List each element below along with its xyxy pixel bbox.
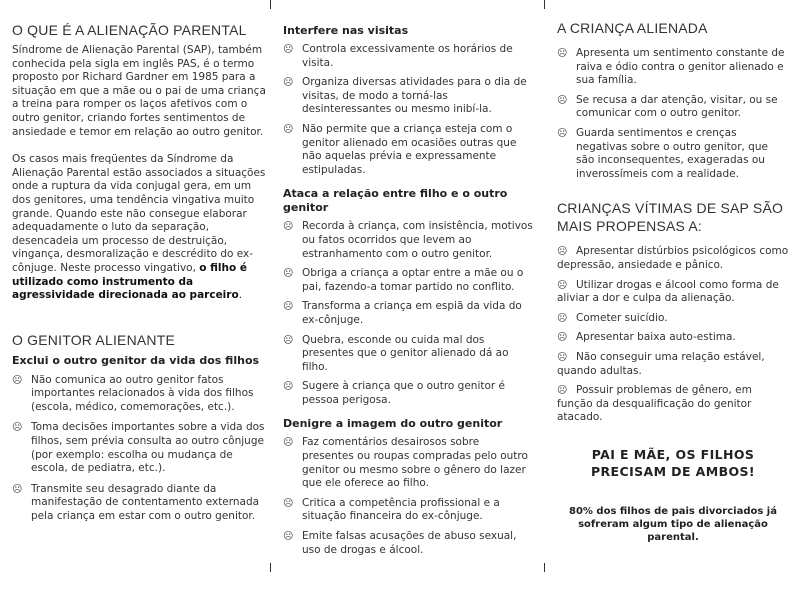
frown-face-icon: ☹	[557, 127, 568, 139]
intro-paragraph: Síndrome de Alienação Parental (SAP), também conhecida pela sigla em inglês PAS, é o termo proposto por Richard Gardner em 1985 para a situação em que a mãe ou o pai de uma criança a treina para romper os laços afetivos com o outro genitor, criando fortes sentimentos de ansiedade e temor em relação ao outro genitor.	[12, 44, 266, 138]
list-item: ☹ Possuir problemas de gênero, em função da desqualificação do genitor atacado.	[557, 384, 752, 424]
list-item: ☹ Transmite seu desagrado diante da manifestação de contentamento externada pela criança em estar com o outro genitor.	[12, 482, 260, 523]
list-item: ☹ Apresenta um sentimento constante de raiva e ódio contra o genitor alienado e sua família.	[557, 47, 785, 87]
frown-face-icon: ☹	[557, 48, 568, 59]
list-item: ☹ Emite falsas acusações de abuso sexual, uso de drogas e álcool.	[283, 530, 517, 556]
list-item: ☹ Obriga a criança a optar entre a mãe ou o pai, fazendo-a tomar partido no conflito.	[283, 267, 524, 293]
list-item: ☹ Não permite que a criança esteja com o genitor alienado em ocasiões outras que não aquelas prévia e expressamente estipuladas.	[283, 122, 517, 176]
subheading-denigrates-image: Denigre a imagem do outro genitor	[283, 417, 503, 431]
column-middle	[283, 0, 533, 601]
frown-face-icon: ☹	[283, 123, 294, 135]
frown-face-icon: ☹	[557, 94, 568, 106]
list-item: ☹ Organiza diversas atividades para o dia de visitas, de modo a torná-las desinteressantes ou mesmo inibí-la.	[283, 76, 527, 116]
frown-face-icon: ☹	[557, 332, 568, 344]
slogan: PAI E MÃE, OS FILHOS PRECISAM DE AMBOS!	[590, 446, 756, 479]
heading-alienated-child: A CRIANÇA ALIENADA	[557, 20, 708, 36]
frown-face-icon: ☹	[557, 246, 568, 258]
frown-face-icon: ☹	[283, 437, 294, 449]
list-item: ☹ Transforma a criança em espiã da vida do ex-cônjuge.	[283, 300, 522, 326]
list-denigrates-image	[283, 436, 533, 557]
cases-paragraph: Os casos mais freqüentes da Síndrome da Alienação Parental estão associados a situações onde a ruptura da vida conjugal gera, em um dos genitores, uma tendência vingativa muito grande. Quando este não consegue elaborar adequadamente o luto da separação, desencadeia um processo de destruição, vingança, desmoralização e descrédito do ex-cônjuge. Neste processo vingativo, o filho é utilizado como instrumento da agressividade direcionada ao parceiro.	[12, 153, 266, 302]
list-children-victims	[557, 245, 789, 425]
frown-face-icon: ☹	[557, 279, 568, 291]
frown-face-icon: ☹	[283, 497, 294, 509]
subheading-interferes-visits: Interfere nas visitas	[283, 24, 409, 37]
subheading-excludes-parent: Exclui o outro genitor da vida dos filhos	[12, 353, 260, 367]
fold-mark-top-right	[544, 0, 545, 9]
column-right	[557, 0, 789, 601]
frown-face-icon: ☹	[283, 531, 294, 543]
list-item: ☹ Guarda sentimentos e crenças negativas sobre o outro genitor, que são inconsequentes, exageradas ou inverossímeis com a realidade.	[557, 126, 768, 180]
list-item: ☹ Utilizar drogas e álcool como forma de aliviar a dor e culpa da alienação.	[557, 278, 779, 305]
fold-mark-top-left	[270, 0, 271, 9]
list-alienated-child	[557, 47, 789, 181]
frown-face-icon: ☹	[557, 351, 568, 363]
frown-face-icon: ☹	[283, 381, 294, 393]
statistic-note: 80% dos filhos de pais divorciados já sofreram algum tipo de alienação parental.	[569, 505, 777, 543]
frown-face-icon: ☹	[557, 385, 568, 397]
list-item: ☹ Cometer suicídio.	[557, 311, 668, 324]
list-item: ☹ Toma decisões importantes sobre a vida dos filhos, sem prévia consulta ao outro cônjuge (por exemplo: escolha ou mudança de escola, de pediatra, etc.).	[12, 421, 265, 475]
frown-face-icon: ☹	[12, 374, 23, 386]
column-left	[12, 0, 270, 601]
heading-alienating-parent: O GENITOR ALIENANTE	[12, 331, 176, 348]
list-item: ☹ Quebra, esconde ou cuida mal dos presentes que o genitor alienado dá ao filho.	[283, 333, 509, 373]
frown-face-icon: ☹	[12, 422, 23, 434]
list-item: ☹ Não conseguir uma relação estável, quando adultas.	[557, 350, 765, 377]
frown-face-icon: ☹	[283, 301, 294, 313]
list-item: ☹ Critica a competência profissional e a situação financeira do ex-cônjuge.	[283, 496, 500, 523]
fold-mark-bottom-left	[270, 563, 271, 572]
frown-face-icon: ☹	[283, 44, 294, 55]
list-interferes-visits	[283, 43, 533, 177]
list-attacks-relationship	[283, 220, 533, 407]
cases-emphasis: o filho é utilizado como instrumento da agressividade direcionada ao parceiro	[12, 261, 247, 302]
list-item: ☹ Sugere à criança que o outro genitor é pessoa perigosa.	[283, 380, 506, 406]
heading-children-victims: CRIANÇAS VÍTIMAS DE SAP SÃO MAIS PROPENSAS A:	[557, 200, 784, 235]
heading-what-is-alienation: O QUE É A ALIENAÇÃO PARENTAL	[12, 22, 247, 38]
list-item: ☹ Controla excessivamente os horários de visita.	[283, 43, 513, 69]
frown-face-icon: ☹	[283, 221, 294, 233]
list-item: ☹ Não comunica ao outro genitor fatos importantes relacionados à vida dos filhos (escola, médico, comemorações, etc.).	[12, 373, 254, 413]
frown-face-icon: ☹	[283, 268, 294, 280]
list-excludes-parent	[12, 374, 270, 524]
list-item: ☹ Apresentar distúrbios psicológicos como depressão, ansiedade e pânico.	[557, 245, 789, 271]
list-item: ☹ Faz comentários desairosos sobre presentes ou roupas compradas pelo outro genitor ou mesmo sobre o gênero do lazer que ele oferece ao filho.	[283, 436, 528, 490]
frown-face-icon: ☹	[283, 334, 294, 346]
list-item: ☹ Se recusa a dar atenção, visitar, ou se comunicar com o outro genitor.	[557, 93, 778, 120]
frown-face-icon: ☹	[557, 312, 568, 324]
subheading-attacks-relationship: Ataca a relação entre filho e o outro genitor	[283, 187, 508, 215]
fold-mark-bottom-right	[544, 563, 545, 572]
frown-face-icon: ☹	[12, 483, 23, 495]
list-item: ☹ Apresentar baixa auto-estima.	[557, 331, 736, 344]
list-item: ☹ Recorda à criança, com insistência, motivos ou fatos ocorridos que levem ao estranhamento com o outro genitor.	[283, 220, 533, 260]
frown-face-icon: ☹	[283, 77, 294, 89]
